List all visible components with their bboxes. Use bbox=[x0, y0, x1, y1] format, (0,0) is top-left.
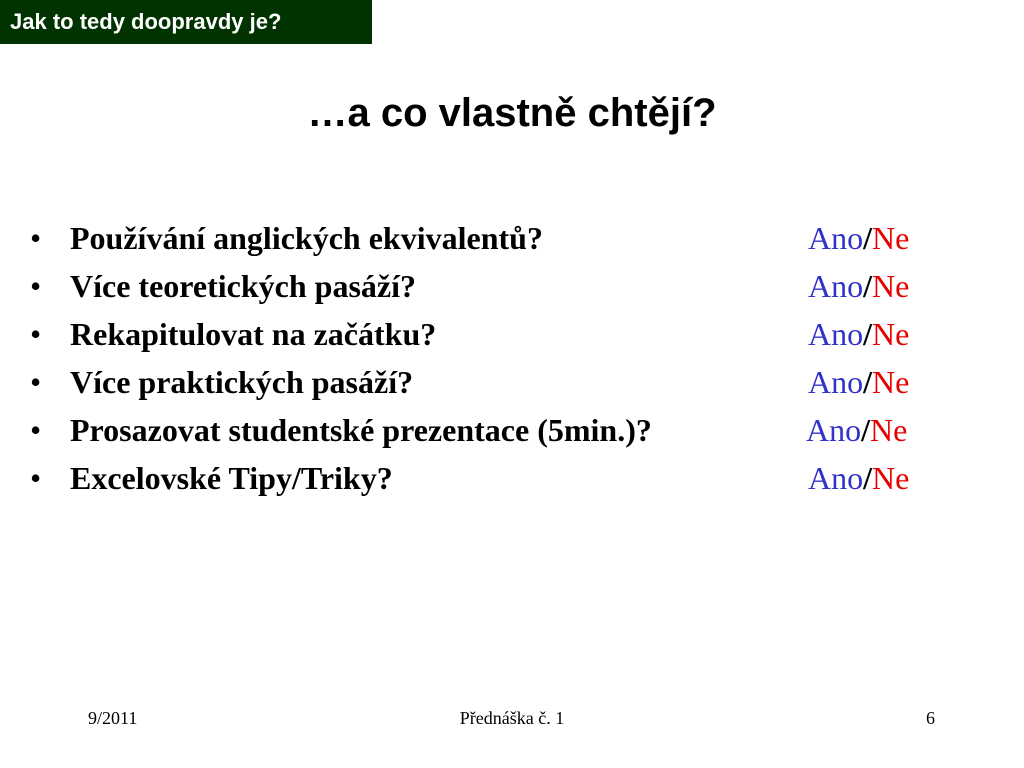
answer-yes: Ano bbox=[808, 364, 864, 400]
answer-options bbox=[808, 262, 909, 310]
footer-lecture: Přednáška č. 1 bbox=[459, 708, 565, 728]
answer-options bbox=[808, 214, 909, 262]
answer-separator: / bbox=[863, 460, 872, 496]
answer-yes: Ano bbox=[808, 460, 864, 496]
bullet-icon: • bbox=[30, 220, 42, 256]
answer-no: Ne bbox=[870, 412, 908, 448]
answer-separator: / bbox=[861, 412, 870, 448]
answer-separator: / bbox=[863, 220, 872, 256]
answer-yes: Ano bbox=[808, 220, 864, 256]
answer-yes: Ano bbox=[808, 268, 864, 304]
slide-title: …a co vlastně chtějí? bbox=[307, 91, 717, 135]
answer-yes: Ano bbox=[808, 316, 864, 352]
answer-options bbox=[808, 358, 909, 406]
bullet-icon: • bbox=[30, 412, 42, 448]
answer-separator: / bbox=[863, 268, 872, 304]
answer-no: Ne bbox=[872, 220, 910, 256]
question-text: Prosazovat studentské prezentace (5min.)? bbox=[70, 412, 652, 448]
question-text: Více praktických pasáží? bbox=[70, 364, 414, 400]
question-list bbox=[30, 214, 970, 502]
answer-separator: / bbox=[863, 316, 872, 352]
question-text: Rekapitulovat na začátku? bbox=[70, 316, 437, 352]
list-item bbox=[30, 214, 970, 262]
answer-separator: / bbox=[863, 364, 872, 400]
page-number: 6 bbox=[926, 708, 935, 728]
list-item bbox=[30, 262, 970, 310]
footer-date: 9/2011 bbox=[88, 708, 138, 728]
answer-options bbox=[806, 406, 907, 454]
question-text: Více teoretických pasáží? bbox=[70, 268, 416, 304]
list-item bbox=[30, 358, 970, 406]
answer-no: Ne bbox=[872, 268, 910, 304]
answer-no: Ne bbox=[872, 364, 910, 400]
bullet-icon: • bbox=[30, 268, 42, 304]
list-item bbox=[30, 454, 970, 502]
bullet-icon: • bbox=[30, 460, 42, 496]
section-tag: Jak to tedy doopravdy je? bbox=[0, 0, 372, 44]
answer-no: Ne bbox=[872, 316, 910, 352]
list-item bbox=[30, 310, 970, 358]
answer-options bbox=[808, 454, 909, 502]
answer-no: Ne bbox=[872, 460, 910, 496]
answer-options bbox=[808, 310, 909, 358]
question-text: Používání anglických ekvivalentů? bbox=[70, 220, 543, 256]
list-item bbox=[30, 406, 970, 454]
question-text: Excelovské Tipy/Triky? bbox=[70, 460, 393, 496]
answer-yes: Ano bbox=[806, 412, 862, 448]
bullet-icon: • bbox=[30, 364, 42, 400]
bullet-icon: • bbox=[30, 316, 42, 352]
